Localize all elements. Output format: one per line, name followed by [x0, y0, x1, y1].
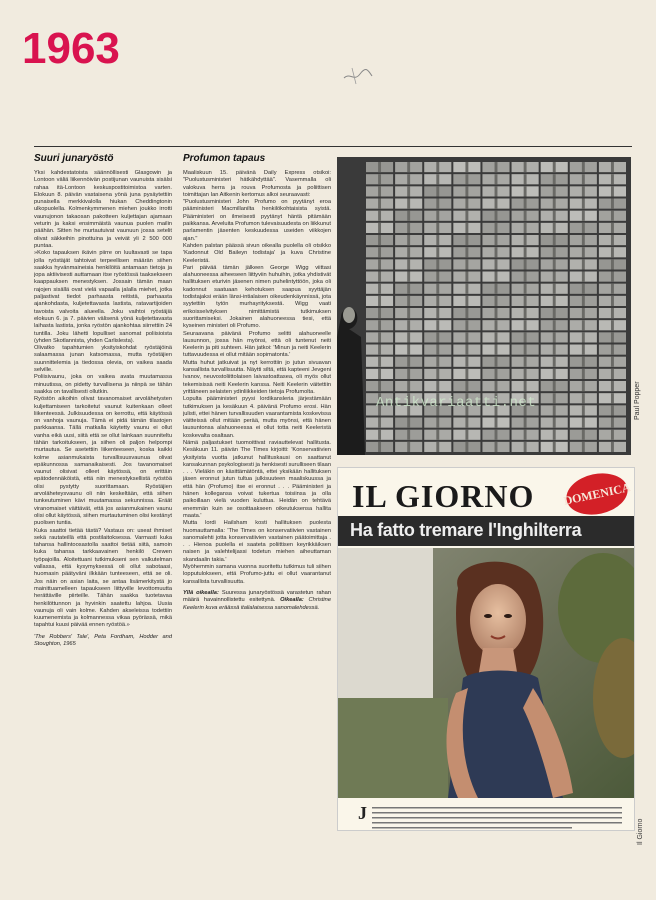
paragraph: Kahden palstan päässä sivun oikealla puolella oli otsikko 'Kadonnut Old Baileyn todistaja' ja kuva Christine Keeleristä.: [183, 242, 331, 264]
bundle-band: [582, 357, 585, 367]
paragraph: Nämä paljastukset tuomoittivat raviauttelevat hallitusta. Kesäkuun 11. päivän The Times kirjoitti: 'Konservatiivien yksityista vuotta jatkunut hallituskausi on saattanut kansakunnan psykologisesti ja henkisesti surulliseen tilaan . . . Vieläkin on käsittämätöntä, ettei yksikään hallituksen jäsen eronnut jutun tultua julkisuuteen maaliskuussa ja että hän (Profumo) itse ei eronnut . . . Pääministeri ja hänen kollegansa voivat tukertua toisiinsa ja olla paikoillaan vielä vuoden kuluttua. Heidän on tehtävä enemmän kuin se osoittaakseen oikeutuksensa hallita maata.': [183, 439, 331, 519]
bundle-band: [465, 418, 468, 428]
bundle-band: [407, 308, 410, 318]
bundle-band: [611, 369, 614, 379]
bundle-band: [407, 320, 410, 330]
bundle-band: [378, 174, 381, 184]
bundle-band: [378, 272, 381, 282]
bundle-band: [524, 186, 527, 196]
bundle-band: [495, 211, 498, 221]
bundle-band: [524, 174, 527, 184]
bundle-band: [378, 332, 381, 342]
bundle-band: [495, 308, 498, 318]
bundle-band: [495, 418, 498, 428]
man-face: [343, 307, 355, 323]
photo-credit: Il Giorno: [637, 818, 644, 845]
bundle-band: [582, 284, 585, 294]
bundle-band: [524, 369, 527, 379]
bundle-band: [407, 259, 410, 269]
bundle-band: [436, 332, 439, 342]
bundle-band: [524, 430, 527, 440]
newspaper-clipping: [337, 467, 635, 831]
bundle-band: [495, 430, 498, 440]
bundle-band: [495, 284, 498, 294]
bundle-band: [582, 199, 585, 209]
bundle-band: [436, 418, 439, 428]
bundle-band: [524, 259, 527, 269]
bundle-band: [436, 162, 439, 172]
bundle-band: [378, 259, 381, 269]
paragraph: Lopulta pääministeri pyysi lordikansleria järjestämään tutkimuksen ja kesäkuun 4. päivänä Profumo erosi. Hän julisti, ettei hänen turvallisuuden vaarantamista koskevissa väitteissä ollut mitään perää, mutta myönsi, että hänen lausuntonsa alahuoneessa ei ollut totta neiti Keeleristä koskevalta osaltaan.: [183, 396, 331, 439]
bundle-band: [465, 199, 468, 209]
paragraph: Poliisivaunu, joka on vaikea avata muutamassa minuutissa, on pidetty turvallisena ja niinpä se tähän saakka on tavallisesti ollutkin.: [34, 374, 172, 395]
bundle-band: [465, 211, 468, 221]
bundle-band: [407, 235, 410, 245]
bundle-band: [553, 332, 556, 342]
bundle-band: [553, 320, 556, 330]
paragraph: Seuraavana päivänä Profumo selitti alahuoneelle lausunnon, jossa hän myönsi, että oli tuntenut neiti Keelerin ja piti suhteen. Hän jatkoi: 'Minun ja neiti Keelerin tuttavuudessa ei ollut mitään sopimatonta.': [183, 330, 331, 359]
bundle-band: [407, 430, 410, 440]
bundle-band: [436, 235, 439, 245]
bundle-band: [611, 308, 614, 318]
bundle-band: [378, 430, 381, 440]
bundle-band: [407, 357, 410, 367]
bundle-band: [378, 345, 381, 355]
bundle-band: [465, 284, 468, 294]
bundle-band: [553, 430, 556, 440]
bundle-band: [582, 393, 585, 403]
bundle-band: [378, 247, 381, 257]
bundle-band: [465, 357, 468, 367]
bundle-band: [582, 369, 585, 379]
bundle-band: [553, 272, 556, 282]
bundle-band: [582, 442, 585, 452]
bundle-band: [524, 320, 527, 330]
bundle-band: [553, 308, 556, 318]
citation: 'The Robbers' Tale', Peta Fordham, Hodder and Stoughton, 1965: [34, 633, 172, 647]
bundle-band: [611, 320, 614, 330]
bundle-band: [378, 381, 381, 391]
bundle-band: [553, 357, 556, 367]
bundle-band: [407, 369, 410, 379]
bundle-band: [524, 357, 527, 367]
bundle-band: [495, 259, 498, 269]
bundle-band: [611, 174, 614, 184]
bundle-band: [611, 199, 614, 209]
bundle-band: [553, 393, 556, 403]
paragraph: Kuka saattoi tietää tästä? Vastaus on: useat ihmiset sekä rautateillä että postilaitoksessa. Varmasti kuka tahansa hallintoosastolla saattoi tietää siitä, samoin kuka tahansa tarkkaavainen henkilö Crewen työpajoilla. Aloitettuani tutkimukseni sen valkutelman vallassa, että kysymyksessä oli ollut sabotaasi, huomasin päätyväni ilkkään tunteeseen, että se oli. Jos näin on asian laita, se antaa lisämerkitystä jo mainittuamelleen tapaukseen liittyville levottomuutta herättäville piirteille. Tähän saakka tuotetavaa henkilöttunnon ja hyvinkin saatettu lahjoa. Uusia vaunuja oli vain kolme. Kahden akseleissa todettiin kuumenemista ja kolmannessa vikaa pyörässä, mikä tapahtui kuusi päivää ennen ryöstöä.»: [34, 527, 172, 629]
bundle-band: [582, 174, 585, 184]
bundle-band: [553, 259, 556, 269]
bundle-band: [495, 235, 498, 245]
bundle-band: [436, 284, 439, 294]
bundle-band: [436, 174, 439, 184]
bundle-band: [407, 186, 410, 196]
bundle-band: [407, 332, 410, 342]
top-rule: [34, 146, 632, 147]
bundle-band: [524, 381, 527, 391]
bundle-band: [378, 199, 381, 209]
bundle-band: [436, 186, 439, 196]
bundle-band: [553, 211, 556, 221]
paragraph: Maaliskuun 15. päivänä Daily Express otsikoi: "Puolustusministeri hätkähdyttää". Vasemmalla oli valokuva herra ja rouva Profumosta ja poliittisen toimittajan Ian Aitkenin kertomus alkoi seuraavasti:: [183, 170, 331, 198]
bundle-band: [582, 381, 585, 391]
bundle-band: [378, 223, 381, 233]
article-profumo: [183, 153, 331, 893]
bundle-band: [465, 247, 468, 257]
domenica-badge: DOMENICA: [563, 468, 632, 520]
bundle-band: [495, 162, 498, 172]
bundle-band: [611, 393, 614, 403]
bundle-band: [524, 284, 527, 294]
bundle-band: [495, 223, 498, 233]
svg-text:J: J: [358, 803, 367, 823]
bundle-band: [407, 272, 410, 282]
bundle-band: [553, 296, 556, 306]
bundle-band: [495, 199, 498, 209]
bundle-band: [378, 162, 381, 172]
bundle-band: [465, 186, 468, 196]
bundle-band: [553, 186, 556, 196]
bundle-band: [465, 320, 468, 330]
bundle-band: [495, 332, 498, 342]
bundle-band: [436, 442, 439, 452]
bundle-band: [524, 162, 527, 172]
watermark: Antikvariaatti.net: [376, 395, 537, 411]
paragraph: Mutta lordi Hailsham kosti hallituksen puolesta huomauttamalla: 'The Times on konservatiivien vastainen sanomalehti jotta konservatiivien vastainen päätoimittaja . . . Hienoa puolella ei saateta poliittisen keyrikkäiksen naisen ja valehtelijassi todetun miehen aiheuttaman skandaalin takia.': [183, 520, 331, 563]
bundle-band: [582, 308, 585, 318]
bundle-band: [611, 332, 614, 342]
bundle-band: [553, 442, 556, 452]
bundle-band: [495, 247, 498, 257]
newspaper-masthead: IL GIORNO: [352, 478, 535, 514]
bundle-band: [436, 308, 439, 318]
bundle-band: [495, 345, 498, 355]
bundle-band: [436, 199, 439, 209]
bundle-band: [495, 320, 498, 330]
bundle-band: [553, 162, 556, 172]
bundle-band: [465, 381, 468, 391]
bundle-band: [436, 345, 439, 355]
bundle-band: [582, 332, 585, 342]
bundle-band: [524, 308, 527, 318]
paragraph: Pari päivää tämän jälkeen George Wigg viittasi alahuoneessa aiheeseen liittyviin huhuihin, jotka yhdistivät hallituksen eturivin jäsenen nimen puhelintyttöön, joka oli kadonnut saatuaan kehotuksen saapua syyttäjän todistajaksi erään länsi-intialaisen oikeudenkäynnissä, jota syytettiin tytön murhayrityksestä. Wigg vaati erikoisselvityksen nimittämistä tutkimuksen suorittamiseksi. Jokainen alahuoneessa tiesi, että kyseinen ministeri oli Profumo.: [183, 264, 331, 330]
bundle-band: [582, 235, 585, 245]
bundle-band: [465, 235, 468, 245]
bundle-band: [524, 272, 527, 282]
paragraph: Myöhemmin samana vuonna suoritettu tutkimus tuli siihen lopputulokseen, että Profumo-juttu ei ollut vaarantanut kansallista turvallisuutta.: [183, 564, 331, 585]
bundle-band: [378, 235, 381, 245]
bundle-band: [378, 357, 381, 367]
bundle-band: [524, 247, 527, 257]
bundle-band: [378, 320, 381, 330]
bundle-band: [611, 381, 614, 391]
article-train-robbery: [34, 153, 172, 893]
bundle-band: [553, 174, 556, 184]
bundle-band: [582, 405, 585, 415]
bundle-band: [495, 272, 498, 282]
article-title: Profumon tapaus: [183, 153, 266, 164]
bundle-band: [582, 186, 585, 196]
bundle-band: [611, 430, 614, 440]
bundle-band: [436, 357, 439, 367]
bundle-band: [436, 223, 439, 233]
bundle-band: [611, 223, 614, 233]
bundle-band: [407, 381, 410, 391]
bundle-band: [495, 296, 498, 306]
bundle-band: [436, 369, 439, 379]
bundle-band: [465, 223, 468, 233]
bundle-band: [582, 320, 585, 330]
pencil-mark: [342, 64, 374, 88]
bundle-band: [553, 418, 556, 428]
bundle-band: [407, 162, 410, 172]
bundle-band: [378, 186, 381, 196]
bundle-band: [378, 418, 381, 428]
bundle-band: [582, 211, 585, 221]
bundle-band: [378, 442, 381, 452]
bundle-band: [378, 284, 381, 294]
bundle-band: [436, 272, 439, 282]
bundle-band: [524, 418, 527, 428]
bundle-band: [553, 199, 556, 209]
bundle-band: [582, 247, 585, 257]
bundle-band: [407, 174, 410, 184]
photo-caption: Yllä oikealla: Suuressa junaryöstössä varastetun rahan määrä havainnollistettu esitettynä. Oikealla: Christine Keelerin kuva eräässä italialaisessa sanomalehdessä.: [183, 589, 331, 611]
bundle-band: [465, 174, 468, 184]
bundle-band: [465, 345, 468, 355]
paragraph: Mutta huhut jatkuivat ja nyt kerrottiin jo jutun sivuavan kansallista turvallisuutta. Näytti siltä, että kapteeni Jevgeni Ivanov, neuvostoliittolaisen laivastoattasea, oli myös ollut tekemisissä neiti Keelerin kanssa. Neiti Keelerin väitettiin yrittäneen selaisten ydinliikkeiden tietoja Profumolta.: [183, 359, 331, 395]
bundle-band: [378, 211, 381, 221]
bundle-band: [465, 442, 468, 452]
bundle-band: [407, 211, 410, 221]
bundle-band: [582, 259, 585, 269]
bundle-band: [611, 247, 614, 257]
bundle-band: [495, 369, 498, 379]
bundle-band: [407, 223, 410, 233]
bundle-band: [611, 345, 614, 355]
bundle-band: [611, 405, 614, 415]
paragraph: Olivatko tapahtumien yksityiskohdat ryöstäjöinä salaamassa junan katsomassa, mutta ryöstäjien suunnittelemia ja tiedossa olevia, on vaikea saada selville.: [34, 345, 172, 374]
bundle-band: [436, 430, 439, 440]
bundle-band: [495, 174, 498, 184]
bundle-band: [582, 418, 585, 428]
bundle-band: [465, 369, 468, 379]
bundle-band: [407, 442, 410, 452]
bundle-band: [553, 223, 556, 233]
bundle-band: [553, 235, 556, 245]
bundle-band: [436, 320, 439, 330]
bundle-band: [524, 345, 527, 355]
bundle-band: [378, 369, 381, 379]
bundle-band: [582, 223, 585, 233]
photo-credit: Paul Popper: [634, 381, 641, 420]
woman-portrait-image: [338, 548, 635, 798]
bundle-band: [611, 259, 614, 269]
bundle-band: [524, 296, 527, 306]
bundle-band: [553, 405, 556, 415]
year-heading: 1963: [22, 24, 120, 73]
newspaper-body-text: [358, 803, 628, 829]
bundle-band: [495, 186, 498, 196]
bundle-band: [611, 418, 614, 428]
bundle-band: [495, 381, 498, 391]
bundle-band: [611, 357, 614, 367]
bundle-band: [611, 186, 614, 196]
bundle-band: [611, 442, 614, 452]
bundle-band: [465, 162, 468, 172]
bundle-band: [495, 442, 498, 452]
bundle-band: [611, 284, 614, 294]
bundle-band: [436, 211, 439, 221]
bundle-band: [524, 332, 527, 342]
bundle-band: [378, 308, 381, 318]
bundle-band: [553, 247, 556, 257]
bundle-band: [553, 284, 556, 294]
bundle-band: [465, 272, 468, 282]
bundle-band: [436, 247, 439, 257]
bundle-band: [611, 272, 614, 282]
bundle-band: [582, 162, 585, 172]
bundle-band: [465, 296, 468, 306]
newspaper-headline: Ha fatto tremare l'Inghilterra: [350, 520, 582, 540]
bundle-band: [524, 211, 527, 221]
bundle-band: [611, 235, 614, 245]
paragraph: "Puolustusministeri John Profumo on pyytänyt eroa pääministeri Macmillanilta henkilökohtaisista syistä. Pääministeri on ilmeisesti pyytänyt häntä pitämään paikkansa. Arveluita Profumon tulevaisuudesta on liikkunut parlamentin jäsenten keskuudessa useiden viikkojen ajan.": [183, 199, 331, 242]
bundle-band: [553, 345, 556, 355]
bundle-band: [407, 247, 410, 257]
bundle-band: [553, 381, 556, 391]
bundle-band: [582, 430, 585, 440]
bundle-band: [611, 296, 614, 306]
bundle-band: [465, 259, 468, 269]
bundle-band: [407, 345, 410, 355]
bundle-band: [495, 357, 498, 367]
bundle-band: [553, 369, 556, 379]
bundle-band: [407, 296, 410, 306]
bundle-band: [465, 332, 468, 342]
bundle-band: [524, 235, 527, 245]
bundle-band: [465, 430, 468, 440]
bundle-band: [524, 199, 527, 209]
bundle-band: [524, 223, 527, 233]
bundle-band: [378, 296, 381, 306]
bundle-band: [611, 162, 614, 172]
bundle-band: [407, 284, 410, 294]
paragraph: »Koko tapauksen ikävin piirre on luultavasti se tapa jolla ryöstäjät tahtoivat terpeellisen määrän siihen saakka hyvänmaineisia henkilöitä antamaan tietoja ja jopa aktiivisesti auttamaan itse ryöstössä taaksekseen kaappauksen menestyksen. Jossain tämän maan rajojen sisällä ovat vielä vapaalla jalalla miehet, jotka paljastivat tiedot parhaasta reitistä, parhaasta ajankohdasta, kuljetettavasta lastista, ratavartijoiden tavoista valvoita alueella. Joku vaihtoi ryöstäjiä elokuun 6. ja 7. päivien välisenä yönä kuljetettavasta laihasta lastista, jonka ryöstön ajankohtaa siirrettiin 24 tuntilla. Joku lähetti lopulliset sanomat poliisioista (yhden Skotlannista, yhden Carlislesta).: [34, 250, 172, 344]
bundle-band: [582, 272, 585, 282]
bundle-band: [465, 308, 468, 318]
paragraph: Ryöstön aikoihin olivat tavanomaiset arvolähetysten kuljettamiseen tarkoitetut vaunut kuitenkaan olleet liikenteessä. Julkisuudessa on kerrottu, että käytössä on vanhoja vaunuja. Tämä ei pidä tämän tilastojen parkkaansa. Tällä matkalla käytetty vaunu ei ollut vanha eikä uusi, siitä että se ollut lainkaan suunniteltu tähän tarkoitukseen, ja siihen oli paljon helpompi murtautua. Se asetettiin liikenteeseen, koska kaikki kolme asianmukaista turvallisuusvaunua olivat epäkunnossa samanaikaisesti. Jos tavanomaiset vaunut olisivat olleet käytössä, on erittäin epätodennäköistä, että niin menestyksellistä ryöstöä olisi pystytty suorittamaan. Ryöstäjien arvoläheteysvaunu oli niin keskeltään, että siihen tunkeutuminen kävi muutamassa sekunnissa. Eräät viranomaiset väittävät, että jos asianmukainen vaunu olisi ollut käytössä, siihen murtautuminen olisi kestänyt puolisen tuntia.: [34, 396, 172, 527]
bundle-band: [611, 211, 614, 221]
paragraph: Yksi kahdestatoista säännöllisesti Glasgowin ja Lontoon väliä liikennöivän postijunan vaunuista sisälsi rahaa itä-Lontoon keskuspostitoimistoa varten. Elokuun 8. päivän vastaisena yönä juna pysäytettiin punaisella merkkivalolla hiukan Cheddingtonin ulkopuolella. Kolmenkymmenen miehen joukko irrotti vaunujonon takaosan pakotteen kuljettajan ajamaan veturin ja kaksi ensimmäistä vaunua puolen mailin päähän. Sitten he murtautuivat vaunuun jossa setelit olivat säkkeihin pinottuina ja veivät yli 2 500 000 puntaa.: [34, 170, 172, 249]
bundle-band: [436, 296, 439, 306]
bundle-band: [436, 381, 439, 391]
bundle-band: [582, 345, 585, 355]
bundle-band: [407, 199, 410, 209]
bundle-band: [582, 296, 585, 306]
bundle-band: [524, 442, 527, 452]
bundle-band: [436, 259, 439, 269]
article-title: Suuri junaryöstö: [34, 153, 114, 164]
bundle-band: [407, 418, 410, 428]
